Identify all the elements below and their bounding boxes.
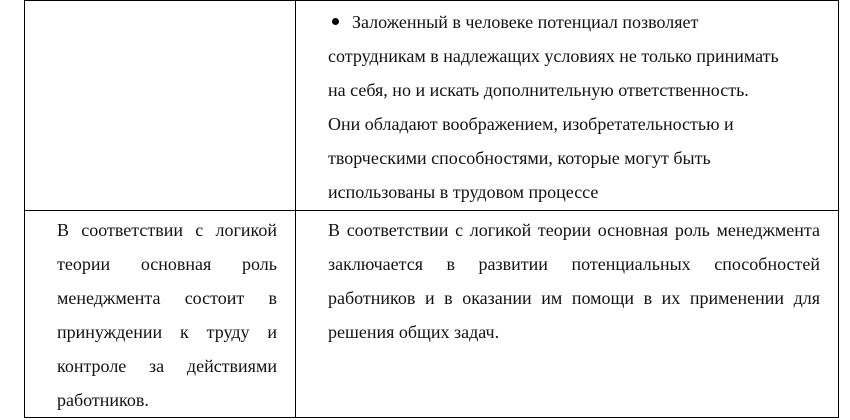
- paragraph: В соответствии с логикой теории основная роль менеджмента заключается в развитии потенциальных способностей работников и в оказании им помощи в их применении для решения общих задач.: [328, 220, 820, 342]
- bullet-icon: [332, 18, 339, 25]
- table-row: [25, 1, 839, 211]
- bullet-line: сотрудникам в надлежащих условиях не только принимать: [328, 46, 779, 66]
- table-cell-theory-y-assumptions: [296, 1, 839, 211]
- comparison-table: [24, 0, 839, 418]
- table-cell-theory-x-management-role: [25, 211, 296, 418]
- list-item: [328, 5, 820, 107]
- paragraph-line: творческими способностями, которые могут быть: [328, 148, 711, 168]
- paragraph: [328, 107, 820, 209]
- table-cell-theory-y-management-role: [296, 211, 839, 418]
- paragraph: В соответствии с логикой теории основная роль менеджмента состоит в принуждении к труду и контроле за действиями работников.: [57, 220, 277, 410]
- bullet-line: [328, 5, 820, 39]
- paragraph-line: Они обладают воображением, изобретательностью и: [328, 114, 734, 134]
- bullet-line: на себя, но и искать дополнительную ответственность.: [328, 80, 749, 100]
- bullet-list: [328, 5, 820, 107]
- paragraph-line: использованы в трудовом процессе: [328, 182, 599, 202]
- bullet-line-text: Заложенный в человеке потенциал позволяет: [352, 12, 699, 32]
- table-row: [25, 211, 839, 418]
- table-cell-empty: [25, 1, 296, 211]
